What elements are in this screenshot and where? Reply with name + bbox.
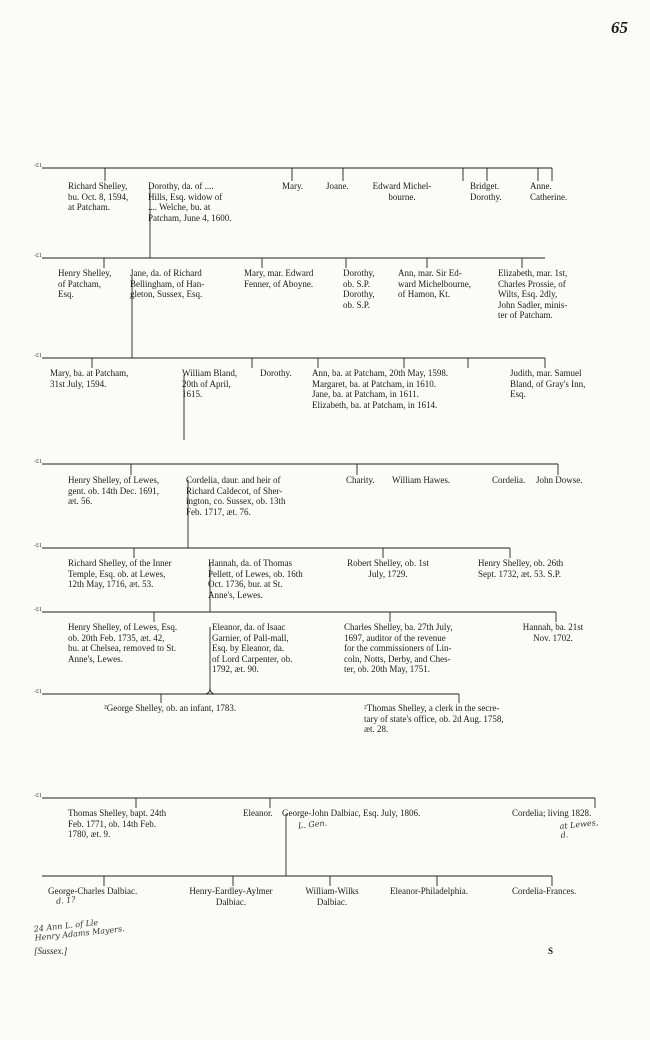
person-richard-shelley: Richard Shelley, bu. Oct. 8, 1594, at Patcham. (68, 181, 129, 212)
handwritten-note-lgen: L. Gen. (297, 818, 328, 831)
person-mary: Mary. (282, 181, 304, 191)
person-mary-fenner: Mary, mar. Edward Fenner, of Aboyne. (244, 268, 314, 289)
page-number: 65 (611, 18, 628, 37)
person-charles-shelley: Charles Shelley, ba. 27th July, 1697, auditor of the revenue for the commissioners of Lin- coln, Notts, Derby, and Ches- ter, ob. 20th May, 1751. (344, 622, 453, 674)
person-edward-michelbourne: Edward Michel- bourne. (372, 181, 432, 202)
person-eleanor-garnier: Eleanor, da. of Isaac Garnier, of Pall-mall, Esq. by Eleanor, da. of Lord Carpenter, ob. 1792, æt. 90. (212, 622, 293, 674)
person-george-shelley-infant: ²George Shelley, ob. an infant, 1783. (104, 703, 237, 713)
generation-marker: -£1 (34, 793, 42, 799)
person-ann-margaret-jane-elizabeth: Ann, ba. at Patcham, 20th May, 1598. Margaret, ba. at Patcham, in 1610. Jane, ba. at Patcham, in 1611. Elizabeth, ba. at Patcham, in 1614. (312, 368, 449, 410)
person-eleanor-philadelphia: Eleanor-Philadelphia. (390, 886, 469, 896)
person-cordelia-1828: Cordelia; living 1828. (512, 808, 592, 818)
generation-marker: -£1 (34, 353, 42, 359)
person-henry-shelley-patcham: Henry Shelley, of Patcham, Esq. (58, 268, 112, 299)
person-richard-shelley-inner-temple: Richard Shelley, of the Inner Temple, Esq. ob. at Lewes, 12th May, 1716, æt. 53. (68, 558, 172, 589)
person-eleanor: Eleanor. (243, 808, 273, 818)
person-hannah-1702: Hannah, ba. 21st Nov. 1702. (522, 622, 584, 643)
person-ann-michelbourne: Ann, mar. Sir Ed- ward Michelbourne, of Hamon, Kt. (398, 268, 471, 299)
person-cordelia-caldecot: Cordelia, daur. and heir of Richard Caldecot, of Sher- ington, co. Sussex, ob. 13th Feb. 1717, æt. 76. (186, 475, 286, 517)
person-charity: Charity. (346, 475, 375, 485)
person-mary-patcham: Mary, ba. at Patcham, 31st July, 1594. (50, 368, 129, 389)
handwritten-note-cordelia: at Lewes, d. (559, 818, 599, 840)
person-william-wilks-dalbiac: William-Wilks Dalbiac. (305, 886, 359, 907)
person-bridget-dorothy: Bridget. Dorothy. (470, 181, 502, 202)
person-elizabeth-prossie: Elizabeth, mar. 1st, Charles Prossie, of Wilts, Esq. 2dly, John Sadler, minis- ter of Patcham. (498, 268, 568, 320)
person-henry-shelley-1732: Henry Shelley, ob. 26th Sept. 1732, æt. 53. S.P. (478, 558, 564, 579)
person-william-hawes: William Hawes. (392, 475, 451, 485)
person-dorothy-sp: Dorothy, ob. S.P. Dorothy, ob. S.P. (343, 268, 375, 310)
person-anne-catherine: Anne. Catherine. (530, 181, 568, 202)
person-cordelia: Cordelia. (492, 475, 526, 485)
generation-marker: -£1 (34, 543, 42, 549)
county-label: [Sussex.] (34, 946, 68, 956)
person-john-dowse: John Dowse. (536, 475, 583, 485)
person-william-bland: William Bland, 20th of April, 1615. (182, 368, 238, 399)
person-henry-eardley-aylmer-dalbiac: Henry-Eardley-Aylmer Dalbiac. (189, 886, 273, 907)
person-thomas-shelley-clerk: ²Thomas Shelley, a clerk in the secre- tary of state's office, ob. 2d Aug. 1758, æt. 28. (364, 703, 504, 734)
signature-mark: S (548, 946, 554, 956)
generation-marker: -£1 (34, 607, 42, 613)
handwritten-note-george: d. 1? (55, 895, 77, 906)
generation-marker: -£1 (34, 163, 42, 169)
person-george-charles-dalbiac: George-Charles Dalbiac. (48, 886, 138, 896)
person-jane-bellingham: Jane, da. of Richard Bellingham, of Han- gleton, Sussex, Esq. (130, 268, 205, 299)
person-dorothy-hills: Dorothy, da. of .... Hills, Esq. widow of .... Welche, bu. at Patcham, June 4, 1600. (148, 181, 232, 223)
person-dorothy: Dorothy. (260, 368, 292, 378)
person-thomas-shelley-1771: Thomas Shelley, bapt. 24th Feb. 1771, ob. 14th Feb. 1780, æt. 9. (68, 808, 167, 839)
person-cordelia-frances: Cordelia-Frances. (512, 886, 577, 896)
person-judith-bland: Judith, mar. Samuel Bland, of Gray's Inn, Esq. (510, 368, 586, 399)
generation-marker: -£1 (34, 253, 42, 259)
person-henry-shelley-lewes: Henry Shelley, of Lewes, gent. ob. 14th Dec. 1691, æt. 56. (68, 475, 160, 506)
person-george-john-dalbiac: George-John Dalbiac, Esq. July, 1806. (282, 808, 421, 818)
person-hannah-pellett: Hannah, da. of Thomas Pellett, of Lewes, ob. 16th Oct. 1736, bur. at St. Anne's, Lewes. (208, 558, 303, 600)
person-henry-shelley-1735: Henry Shelley, of Lewes, Esq. ob. 20th Feb. 1735, æt. 42, bu. at Chelsea, removed to St. Anne's, Lewes. (68, 622, 178, 664)
handwritten-note-bottom: 24 Ann L. of Lle Henry Adams Mayers. (33, 918, 126, 943)
person-robert-shelley: Robert Shelley, ob. 1st July, 1729. (347, 558, 429, 579)
person-joane: Joane. (326, 181, 349, 191)
generation-marker: -£1 (34, 689, 42, 695)
generation-marker: -£1 (34, 459, 42, 465)
